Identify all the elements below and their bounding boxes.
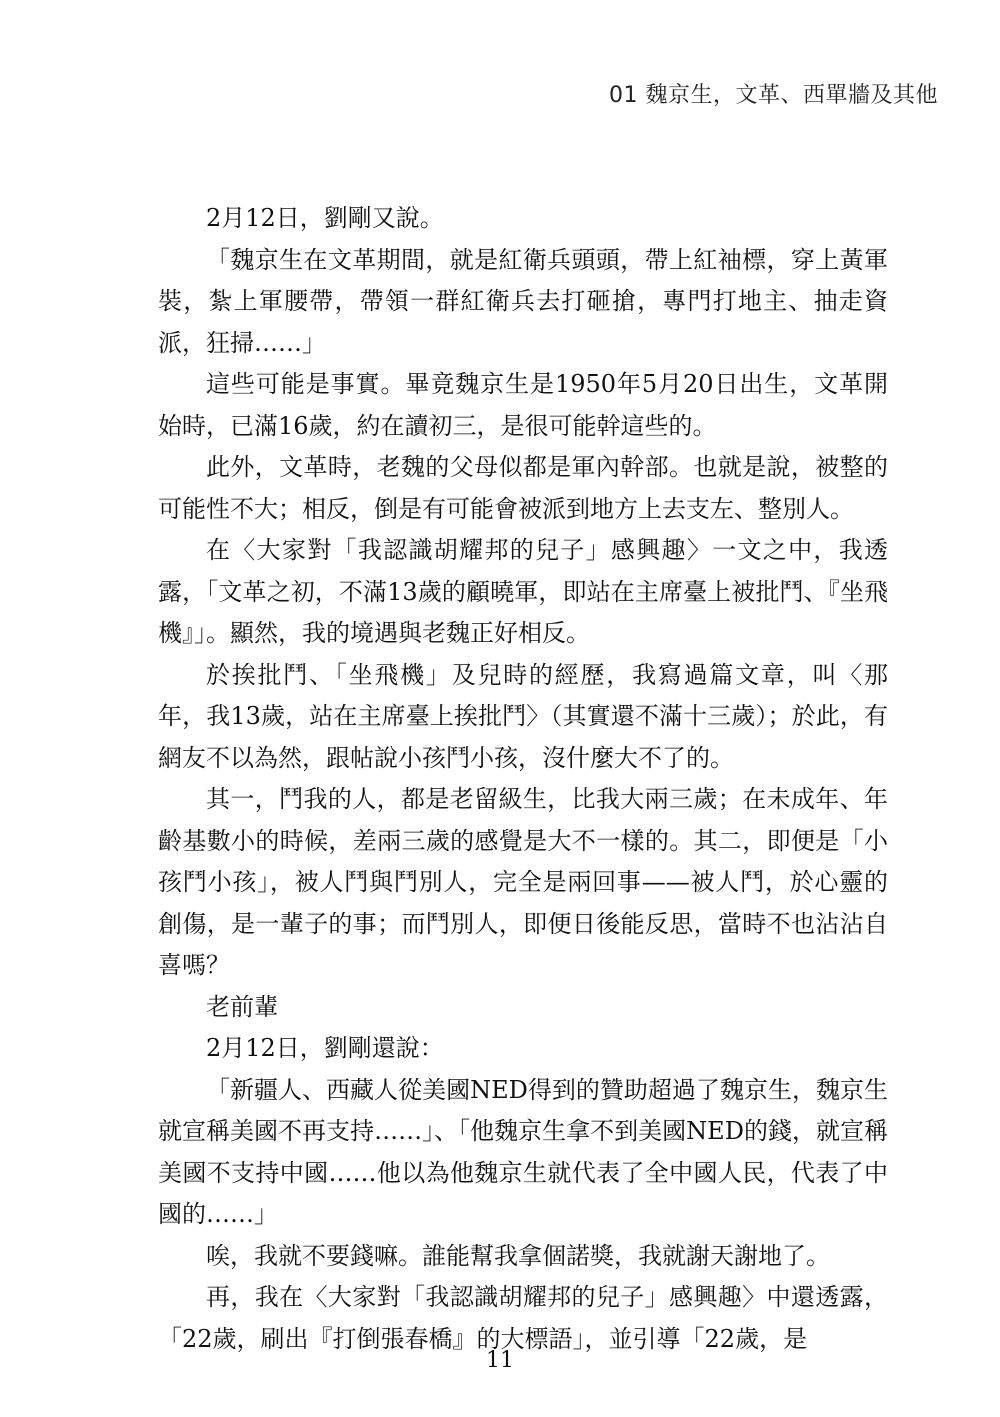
body-text <box>158 198 888 1360</box>
paragraph: 「魏京生在文革期間，就是紅衛兵頭頭，帶上紅袖標，穿上黃軍裝，紮上軍腰帶，帶領一群紅衛兵去打砸搶，專門打地主、抽走資派，狂掃……」 <box>158 245 888 357</box>
paragraph: 唉，我就不要錢嘛。誰能幫我拿個諾獎，我就謝天謝地了。 <box>206 1241 830 1270</box>
page-number: 11 <box>486 1348 514 1373</box>
paragraph: 再，我在〈大家對「我認識胡耀邦的兒子」感興趣〉中還透露，「22歲，刷出『打倒張春橋』的大標語」，並引導「22歲，是 <box>158 1283 888 1353</box>
paragraph: 2月12日，劉剛又說。 <box>206 204 444 232</box>
paragraph: 於挨批鬥、「坐飛機」及兒時的經歷，我寫過篇文章，叫〈那年，我13歲，站在主席臺上挨批鬥〉（其實還不滿十三歲）；於此，有網友不以為然，跟帖說小孩鬥小孩，沒什麼大不了的。 <box>158 660 888 772</box>
paragraph: 「新疆人、西藏人從美國NED得到的贊助超過了魏京生，魏京生就宣稱美國不再支持……」、「他魏京生拿不到美國NED的錢，就宣稱美國不支持中國……他以為他魏京生就代表了全中國人民，代表了中國的……」 <box>158 1075 888 1228</box>
section-heading: 老前輩 <box>206 992 278 1021</box>
paragraph: 此外，文革時，老魏的父母似都是軍內幹部。也就是說，被整的可能性不大；相反，倒是有可能會被派到地方上去支左、整別人。 <box>158 453 888 523</box>
running-header: 01 魏京生，文革、西單牆及其他 <box>609 83 938 108</box>
paragraph: 其一，鬥我的人，都是老留級生，比我大兩三歲；在未成年、年齡基數小的時候，差兩三歲的感覺是大不一樣的。其二，即便是「小孩鬥小孩」，被人鬥與鬥別人，完全是兩回事——被人鬥，於心靈的創傷，是一輩子的事；而鬥別人，即便日後能反思，當時不也沾沾自喜嗎？ <box>158 785 888 979</box>
paragraph: 這些可能是事實。畢竟魏京生是1950年5月20日出生，文革開始時，已滿16歲，約在讀初三，是很可能幹這些的。 <box>158 370 888 440</box>
paragraph: 2月12日，劉剛還說： <box>206 1034 444 1062</box>
paragraph: 在〈大家對「我認識胡耀邦的兒子」感興趣〉一文之中，我透露，「文革之初，不滿13歲的顧曉軍，即站在主席臺上被批鬥、『坐飛機』」。顯然，我的境遇與老魏正好相反。 <box>158 536 888 647</box>
